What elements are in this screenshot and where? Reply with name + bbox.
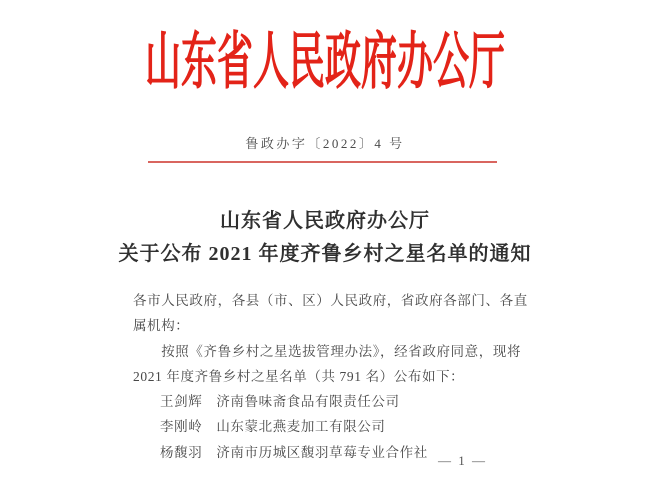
awardee-organization: 山东蒙北燕麦加工有限公司: [216, 419, 386, 435]
awardee-organization: 济南鲁味斋食品有限责任公司: [216, 394, 400, 410]
letterhead-title: 山东省人民政府办公厅: [144, 25, 505, 99]
body-line-intro: 按照《齐鲁乡村之星选拔管理办法》，经省政府同意，现将: [133, 343, 522, 359]
body-line-intro-cont: 2021 年度齐鲁乡村之星名单（共 791 名）公布如下：: [133, 368, 465, 384]
awardee-row: [133, 389, 533, 414]
notice-title-line2: 关于公布 2021 年度齐鲁乡村之星名单的通知: [118, 243, 532, 265]
notice-title: [0, 205, 650, 271]
notice-title-line1: 山东省人民政府办公厅: [220, 210, 430, 232]
awardee-organization: 济南市历城区馥羽草莓专业合作社: [216, 444, 428, 460]
body-line-addressees: 各市人民政府，各县（市、区）人民政府，省政府各部门、各直: [133, 293, 528, 308]
awardee-name: 杨馥羽: [160, 444, 203, 460]
red-divider-line: [148, 161, 497, 163]
notice-body: [133, 288, 533, 465]
awardee-name: 李刚岭: [160, 419, 203, 435]
awardee-row: [133, 414, 533, 439]
document-number: 鲁政办字〔2022〕4 号: [245, 136, 405, 151]
body-line-addressees-cont: 属机构：: [133, 318, 190, 334]
awardee-name: 王剑辉: [160, 394, 203, 410]
page-number: — 1 —: [438, 453, 487, 468]
